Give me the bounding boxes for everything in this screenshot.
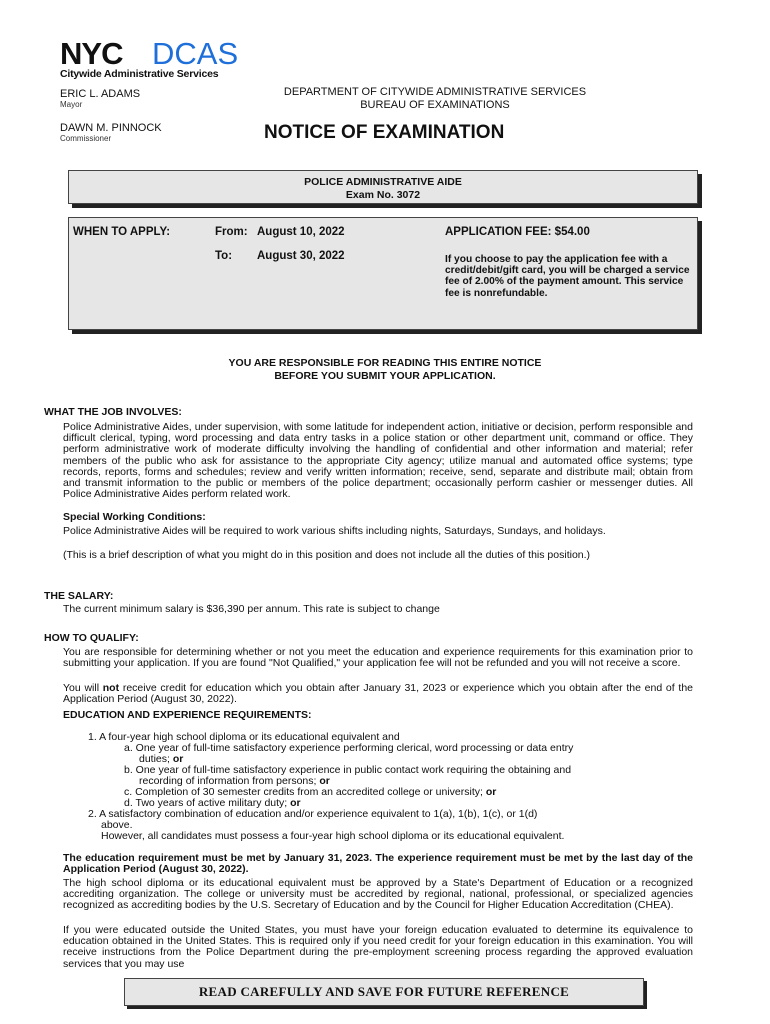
or-connector: or xyxy=(172,753,184,765)
requirements-heading: EDUCATION AND EXPERIENCE REQUIREMENTS: xyxy=(63,709,312,721)
requirement-deadline: The education requirement must be met by January 31, 2023. The experience requirement must be met by the last day of the Application Period (August 30, 2022). xyxy=(63,852,693,876)
job-heading: WHAT THE JOB INVOLVES: xyxy=(44,406,182,418)
bureau-name: BUREAU OF EXAMINATIONS xyxy=(360,99,510,111)
nyc-logo: NYC xyxy=(60,36,123,71)
application-fee: APPLICATION FEE: $54.00 xyxy=(445,226,590,238)
job-description: Police Administrative Aides, under supervision, with some latitude for independent action, initiative or decision, perform responsible and difficult clerical, typing, word processing and data entry tasks in a police station or other department unit, command or office. They perform administrative work of moderate difficulty involving the handling of confidential and other information and material; refer members of the public who ask for assistance to the appropriate City agency; utilize manual and automated office systems; type records, reports, forms and schedules; review and verify written information; receive, send, separate and distribute mail; obtain from and transmit information to the public or members of the police department; occasionally perform cashier or messenger duties. All Police Administrative Aides perform related work. xyxy=(63,421,693,501)
responsibility-line-2: BEFORE YOU SUBMIT YOUR APPLICATION. xyxy=(274,370,496,382)
footer-banner: READ CAREFULLY AND SAVE FOR FUTURE REFERENCE xyxy=(124,978,644,1006)
qualify-heading: HOW TO QUALIFY: xyxy=(44,632,139,644)
exam-title: POLICE ADMINISTRATIVE AIDE xyxy=(304,176,462,188)
brief-description-note: (This is a brief description of what you might do in this position and does not include all the duties of this position.) xyxy=(63,549,591,561)
requirement-1: 1. A four-year high school diploma or its educational equivalent and xyxy=(88,731,400,743)
requirement-1c-text: c. Completion of 30 semester credits from an accredited college or university; xyxy=(124,786,486,798)
requirement-1a: a. One year of full-time satisfactory experience performing clerical, word processing or data entry xyxy=(124,742,574,754)
to-date: August 30, 2022 xyxy=(257,250,345,262)
mayor-title: Mayor xyxy=(60,100,83,109)
qualify-paragraph-1: You are responsible for determining whether or not you meet the education and experience requirements for this examination prior to submitting your application. If you are found "Not Qualified," your application fee will not be refunded and you will not receive a score. xyxy=(63,646,693,670)
from-label: From: xyxy=(215,226,248,238)
special-conditions-text: Police Administrative Aides will be required to work various shifts including nights, Saturdays, Sundays, and holidays. xyxy=(63,525,606,537)
exam-title-box xyxy=(68,170,698,204)
foreign-education-paragraph: If you were educated outside the United States, you must have your foreign education evaluated to determine its equivalence to education obtained in the United States. This is required only if you need credit for your foreign education in this examination. You will receive instructions from the Police Department during the pre-employment screening process regarding the approved evaluation services that you may use xyxy=(63,924,693,970)
responsibility-line-1: YOU ARE RESPONSIBLE FOR READING THIS ENTIRE NOTICE xyxy=(228,357,542,369)
commissioner-title: Commissioner xyxy=(60,134,112,143)
from-date: August 10, 2022 xyxy=(257,226,345,238)
salary-text: The current minimum salary is $36,390 per annum. This rate is subject to change xyxy=(63,603,440,615)
exam-number: Exam No. 3072 xyxy=(345,189,421,201)
requirement-1b: b. One year of full-time satisfactory experience in public contact work requiring the obtaining and xyxy=(124,764,572,776)
when-to-apply-label: WHEN TO APPLY: xyxy=(73,226,171,238)
requirement-1b-cont-text: recording of information from persons; xyxy=(139,775,320,787)
or-connector: or xyxy=(485,786,497,798)
notice-title: NOTICE OF EXAMINATION xyxy=(264,122,505,143)
qualify-paragraph-2 xyxy=(63,683,693,705)
special-conditions-heading: Special Working Conditions: xyxy=(63,511,206,523)
requirement-1d-text: d. Two years of active military duty; xyxy=(124,797,291,809)
fee-note: If you choose to pay the application fee with a credit/debit/gift card, you will be charged a service fee of 2.00% of the payment amount. This service fee is nonrefundable. xyxy=(445,254,690,299)
department-name: DEPARTMENT OF CITYWIDE ADMINISTRATIVE SERVICES xyxy=(283,86,587,98)
logo-subtitle: Citywide Administrative Services xyxy=(60,68,219,80)
requirement-2-cont: above. xyxy=(101,819,133,831)
qualify-paragraph-2-end: receive credit for education which you obtain after January 31, 2023 or experience which you obtain after the end of the Application Period (August 30, 2022). xyxy=(63,682,693,706)
requirement-2-however: However, all candidates must possess a four-year high school diploma or its educational equivalent. xyxy=(101,830,565,842)
mayor-name: ERIC L. ADAMS xyxy=(60,88,141,100)
salary-heading: THE SALARY: xyxy=(44,590,114,602)
application-box xyxy=(68,217,698,330)
responsibility-notice xyxy=(150,357,620,383)
qualify-paragraph-2-start: You will xyxy=(63,682,103,694)
accreditation-paragraph: The high school diploma or its educational equivalent must be approved by a State's Department of Education or a recognized accrediting organization. The college or university must be accredited by regional, national, professional, or specialized agencies recognized as accrediting bodies by the U.S. Secretary of Education and by the Council for Higher Education Accreditation (CHEA). xyxy=(63,877,693,912)
commissioner-name: DAWN M. PINNOCK xyxy=(60,122,162,134)
qualify-not-emphasis: not xyxy=(102,682,120,694)
to-label: To: xyxy=(215,250,233,262)
requirement-1a-cont-text: duties; xyxy=(139,753,173,765)
or-connector: or xyxy=(290,797,301,809)
or-connector: or xyxy=(319,775,330,787)
requirement-2: 2. A satisfactory combination of education and/or experience equivalent to 1(a), 1(b), 1(c), or 1(d) xyxy=(88,808,538,820)
dcas-logo: DCAS xyxy=(152,36,239,71)
